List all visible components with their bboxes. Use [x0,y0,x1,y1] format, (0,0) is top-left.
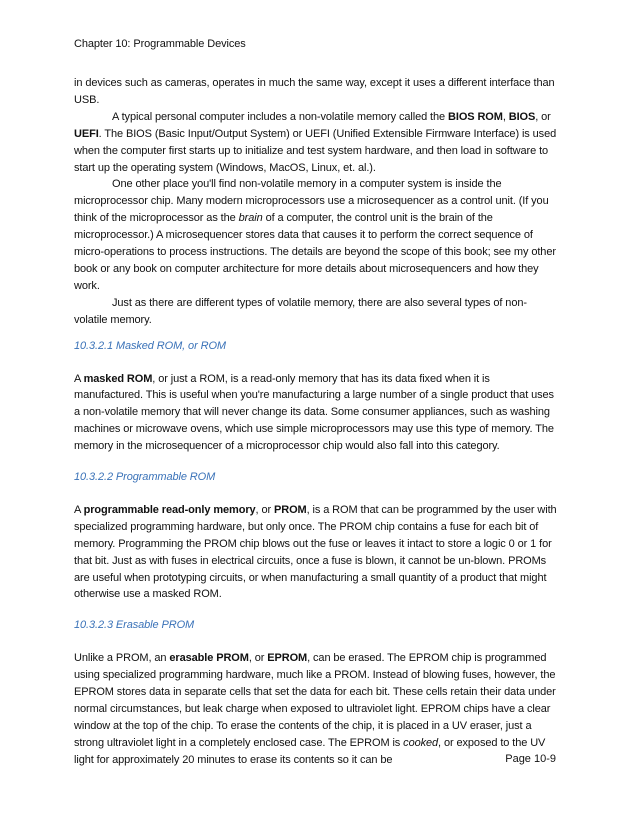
paragraph-intro-continuation: in devices such as cameras, operates in much the same way, except it uses a different interface than USB. [74,77,555,106]
section-heading-prom: 10.3.2.2 Programmable ROM [74,471,216,484]
term-erasable-prom: erasable PROM [169,652,249,665]
term-uefi: UEFI [74,127,99,140]
page-body [74,75,557,769]
term-masked-rom: masked ROM [83,372,153,385]
paragraph-bios: A typical personal computer includes a non-volatile memory called the BIOS ROM, BIOS, or UEFI. The BIOS (Basic Input/Output System) or UEFI (Unified Extensible Firmware Interface) is used when the computer first starts up to initialize and test system hardware, and then load in software to start up the operating system (Windows, MacOS, Linux, et. al.). [74,110,557,174]
emphasis-brain: brain [238,212,263,225]
page-number: Page 10-9 [505,753,556,765]
section-heading-eprom: 10.3.2.3 Erasable PROM [74,619,195,632]
term-bios-rom: BIOS ROM [448,110,503,123]
term-programmable-rom: programmable read-only memory [83,503,256,516]
term-bios: BIOS [508,110,536,123]
section-heading-masked-rom: 10.3.2.1 Masked ROM, or ROM [74,339,226,352]
paragraph-masked-rom: A masked ROM, or just a ROM, is a read-only memory that has its data fixed when it is manufactured. This is useful when you're manufacturing a large number of a single product that uses a non-volatile memory that will never change its data. Some consumer appliances, such as washing machines or microwave ovens, which use simple microprocessors may use this type of memory. The memory in the microsequencer of a microprocessor chip would also fall into this category. [74,372,554,453]
paragraph-nonvolatile-types: Just as there are different types of volatile memory, there are also several types of non-volatile memory. [74,296,527,326]
paragraph-prom: A programmable read-only memory, or PROM, is a ROM that can be programmed by the user with specialized programming hardware, but only once. The PROM chip contains a fuse for each bit of memory. Programming the PROM chip blows out the fuse or leaves it intact to store a logic 0 or 1 for that bit. Just as with fuses in electrical circuits, once a fuse is blown, it cannot be un-blown. PROMs are useful when prototyping circuits, or when manufacturing a small quantity of a product that might otherwise use a masked ROM. [74,503,557,601]
running-header: Chapter 10: Programmable Devices [74,38,246,50]
paragraph-eprom: Unlike a PROM, an erasable PROM, or EPROM, can be erased. The EPROM chip is programmed using specialized programming hardware, much like a PROM. Instead of blowing fuses, however, the EPROM stores data in separate cells that set the data for each bit. These cells retain their data under normal circumstances, but leak charge when exposed to ultraviolet light. EPROM chips have a clear window at the top of the chip. To erase the contents of the chip, it is placed in a UV eraser, just a strong ultraviolet light in a completely enclosed case. The EPROM is cooked, or exposed to the UV light for approximately 20 minutes to erase its contents so it can be [74,652,556,766]
term-eprom: EPROM [267,652,308,665]
term-prom: PROM [273,503,307,516]
emphasis-cooked: cooked [403,736,439,749]
paragraph-microsequencer: One other place you'll find non-volatile memory in a computer system is inside the microprocessor chip. Many modern microprocessors use a microsequencer as a control unit. (If you think of the microprocessor as the brain of a computer, the control unit is the brain of the microprocessor.) A microsequencer stores data that causes it to perform the correct sequence of micro-operations to process instructions. The details are beyond the scope of this book; see my other book or any book on computer architecture for more details about microsequencers and how they work. [74,178,556,292]
